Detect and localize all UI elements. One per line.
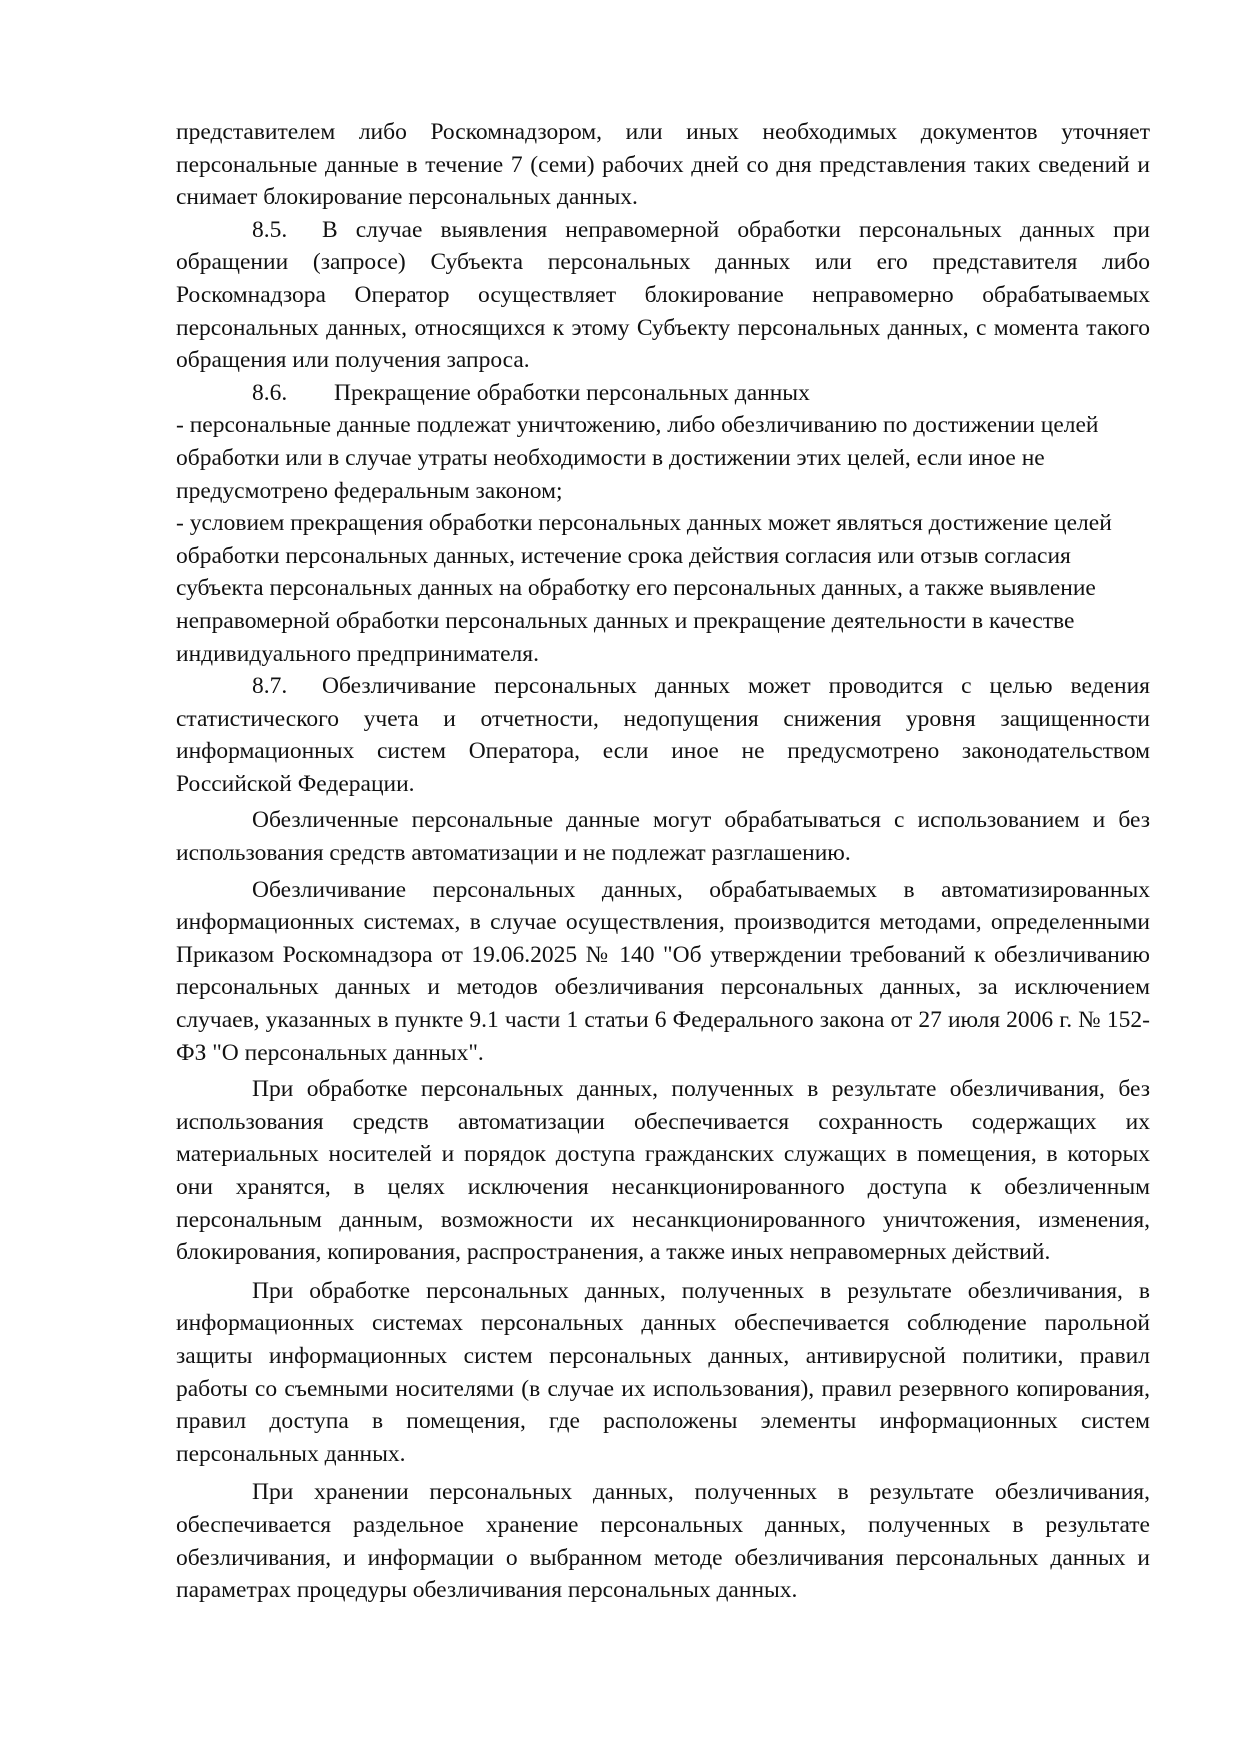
list-item: - персональные данные подлежат уничтожению, либо обезличиванию по достижении целей обработки или в случае утраты необходимости в достижении этих целей, если иное не предусмотрено федеральным законом; [176, 412, 1099, 504]
paragraph-non-automated-processing: При обработке персональных данных, полученных в результате обезличивания, без использования средств автоматизации обеспечивается сохранность содержащих их материальных носителей и порядок доступа гражданских служащих в помещения, в которых они хранятся, в целях исключения несанкционированного доступа к обезличенным персональным данным, возможности их несанкционированного уничтожения, изменения, блокирования, копирования, распространения, а также иных неправомерных действий. [176, 1076, 1150, 1266]
section-text: Прекращение обработки персональных данных [334, 379, 810, 406]
section-number: 8.7. [252, 673, 288, 700]
section-number: 8.5. [252, 216, 288, 243]
list-item: - условием прекращения обработки персональных данных может являться достижение целей обработки персональных данных, истечение срока действия согласия или отзыв согласия субъекта персональных данных на обработку его персональных данных, а также выявление неправомерной обработки персональных данных и прекращение деятельности в качестве индивидуального предпринимателя. [176, 510, 1112, 667]
section-8-6 [176, 377, 1150, 410]
paragraph-separate-storage: При хранении персональных данных, полученных в результате обезличивания, обеспечивается раздельное хранение персональных данных, полученных в результате обезличивания, и информации о выбранном методе обезличивания персональных данных и параметрах процедуры обезличивания персональных данных. [176, 1479, 1150, 1604]
paragraph-depersonalized-processing: Обезличенные персональные данные могут обрабатываться с использованием и без использования средств автоматизации и не подлежат разглашению. [176, 807, 1150, 867]
section-text: Обезличивание персональных данных может проводится с целью ведения статистического учета и отчетности, недопущения снижения уровня защищенности информационных систем Оператора, если иное не предусмотрено законодательством Российской Федерации. [176, 673, 1150, 797]
section-8-7 [176, 670, 1150, 800]
paragraph-information-systems: При обработке персональных данных, полученных в результате обезличивания, в информационных системах персональных данных обеспечивается соблюдение парольной защиты информационных систем персональных данных, антивирусной политики, правил работы со съемными носителями (в случае их использования), правил резервного копирования, правил доступа в помещения, где расположены элементы информационных систем персональных данных. [176, 1277, 1150, 1467]
paragraph-continuation: представителем либо Роскомнадзором, или иных необходимых документов уточняет персональные данные в течение 7 (семи) рабочих дней со дня представления таких сведений и снимает блокирование персональных данных. [176, 119, 1150, 211]
section-number: 8.6. [252, 379, 288, 406]
document-page [176, 116, 1150, 1607]
section-text: В случае выявления неправомерной обработки персональных данных при обращении (запросе) Субъекта персональных данных или его представителя либо Роскомнадзора Оператор осуществляет блокирование неправомерно обрабатываемых персональных данных, относящихся к этому Субъекту персональных данных, с момента такого обращения или получения запроса. [176, 216, 1150, 374]
paragraph-depersonalization-methods: Обезличивание персональных данных, обрабатываемых в автоматизированных информационных системах, в случае осуществления, производится методами, определенными Приказом Роскомнадзора от 19.06.2025 № 140 "Об утверждении требований к обезличиванию персональных данных и методов обезличивания персональных данных, за исключением случаев, указанных в пункте 9.1 части 1 статьи 6 Федерального закона от 27 июля 2006 г. № 152-ФЗ "О персональных данных". [176, 876, 1150, 1066]
section-8-5 [176, 214, 1150, 377]
